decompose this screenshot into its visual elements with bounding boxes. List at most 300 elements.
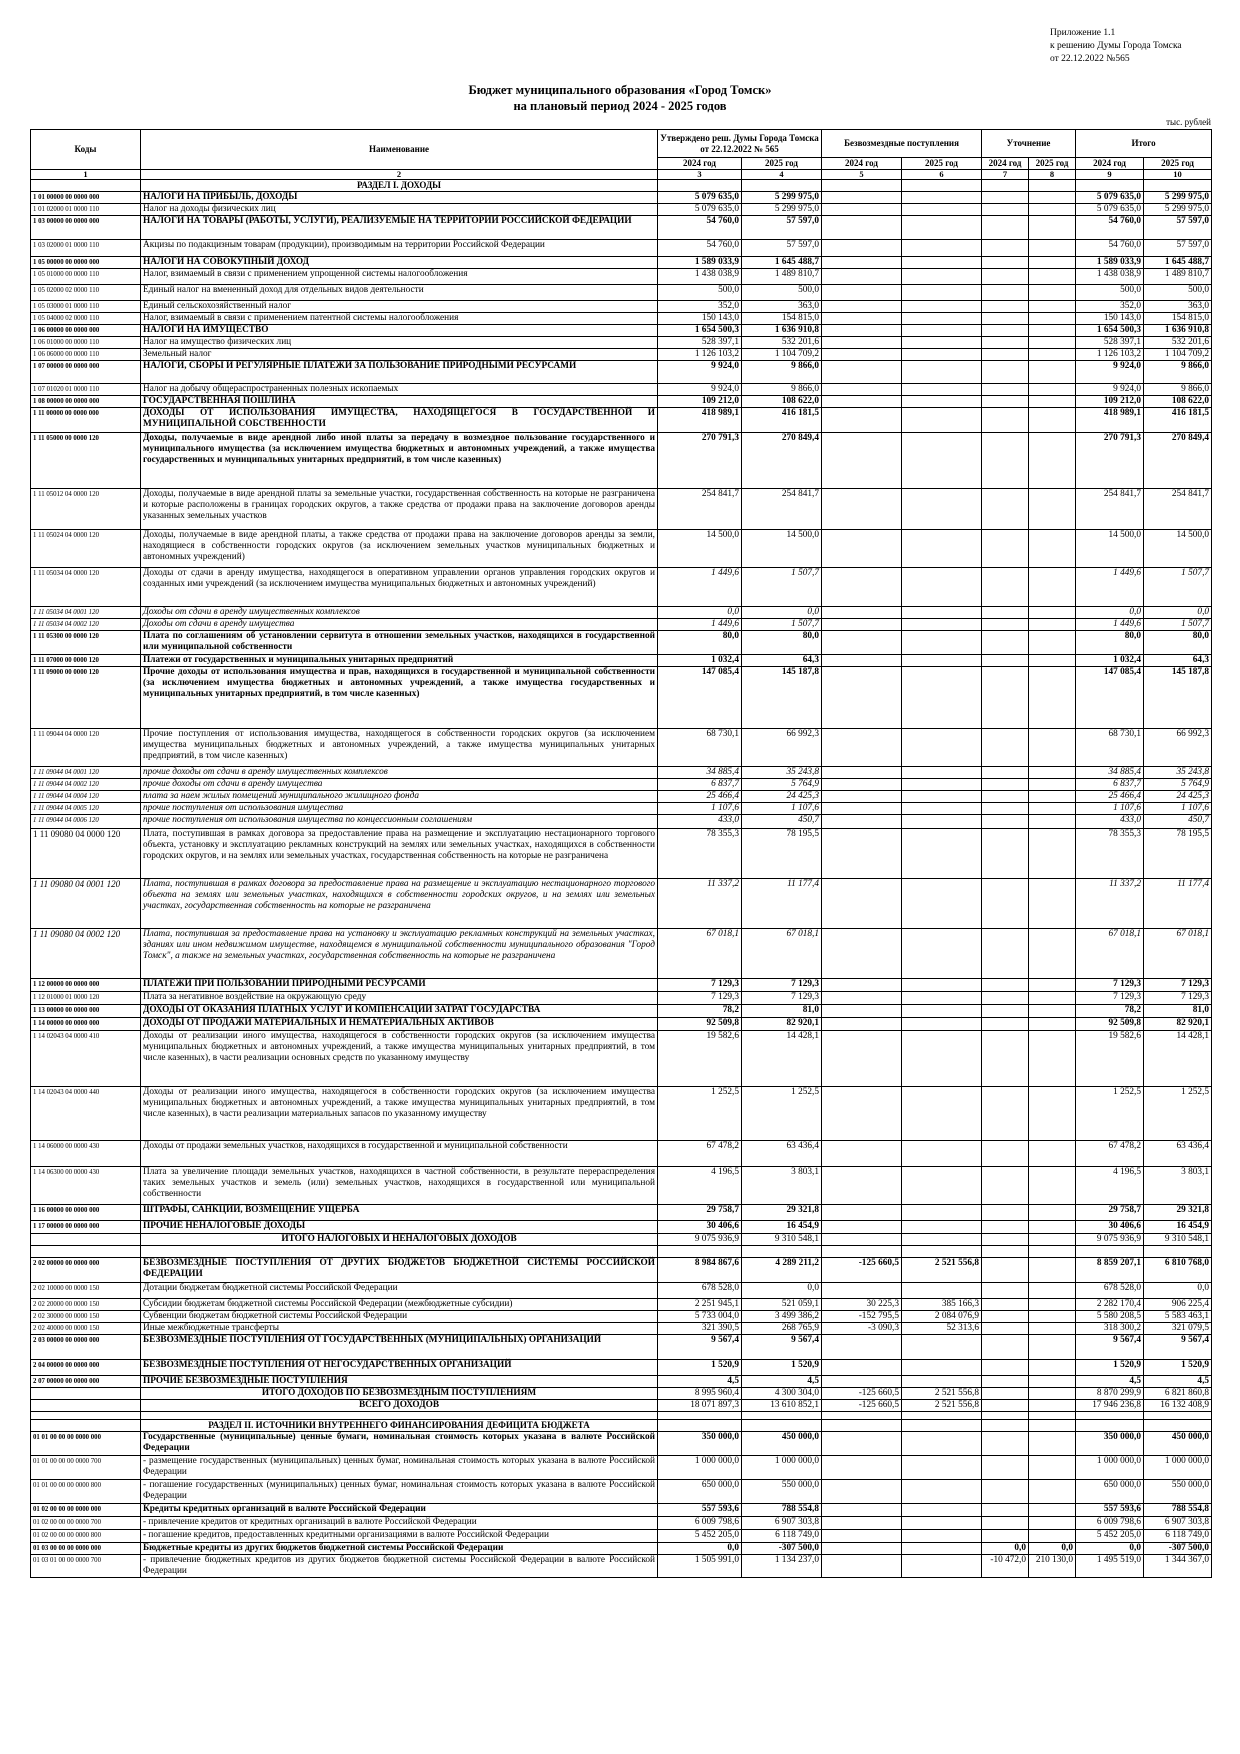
- value-cell: 5 733 004,0: [658, 1311, 742, 1323]
- value-cell: 1 449,6: [658, 568, 742, 607]
- name-cell: Единый налог на вмененный доход для отдельных видов деятельности: [141, 285, 658, 301]
- value-cell: 67 018,1: [1144, 929, 1212, 979]
- name-cell: Прочие доходы от использования имущества и прав, находящихся в государственной и муниципальной собственности (за исключением имущества бюджетных и автономных учреждений, а также имущества государственных и муниципальных унитарных предприятий, в том числе казенных): [141, 667, 658, 729]
- value-cell: [902, 829, 982, 879]
- code-cell: 1 11 05034 04 0000 120: [31, 568, 141, 607]
- code-cell: 1 07 01020 01 0000 110: [31, 384, 141, 396]
- value-cell: [982, 1400, 1029, 1412]
- name-cell: - погашение кредитов, предоставленных кредитными организациями в валюте Российской Федерации: [141, 1530, 658, 1543]
- value-cell: [822, 313, 902, 325]
- code-cell: 1 12 01000 01 0000 120: [31, 992, 141, 1005]
- value-cell: 1 520,9: [742, 1360, 822, 1376]
- column-number: 6: [902, 170, 982, 180]
- value-cell: [982, 1388, 1029, 1400]
- value-cell: -152 795,5: [822, 1311, 902, 1323]
- value-cell: 3 499 386,2: [742, 1311, 822, 1323]
- value-cell: [1029, 631, 1076, 655]
- name-cell: ДОХОДЫ ОТ ОКАЗАНИЯ ПЛАТНЫХ УСЛУГ И КОМПЕНСАЦИИ ЗАТРАТ ГОСУДАРСТВА: [141, 1005, 658, 1018]
- name-cell: плата за наем жилых помещений муниципального жилищного фонда: [141, 791, 658, 803]
- value-cell: 1 589 033,9: [1076, 257, 1144, 269]
- value-cell: [902, 361, 982, 384]
- value-cell: [822, 568, 902, 607]
- value-cell: [982, 1167, 1029, 1205]
- value-cell: 9 866,0: [1144, 361, 1212, 384]
- value-cell: [982, 313, 1029, 325]
- value-cell: 35 243,8: [742, 767, 822, 779]
- table-row: [31, 879, 1212, 929]
- value-cell: 8 984 867,6: [658, 1258, 742, 1283]
- value-cell: [822, 992, 902, 1005]
- code-cell: 1 11 09080 04 0001 120: [31, 879, 141, 929]
- section-title: РАЗДЕЛ I. ДОХОДЫ: [141, 180, 658, 192]
- section-title: РАЗДЕЛ II. ИСТОЧНИКИ ВНУТРЕННЕГО ФИНАНСИРОВАНИЯ ДЕФИЦИТА БЮДЖЕТА: [141, 1420, 658, 1432]
- value-cell: 29 758,7: [658, 1205, 742, 1221]
- value-cell: [1029, 779, 1076, 791]
- name-cell: ВСЕГО ДОХОДОВ: [141, 1400, 658, 1412]
- code-cell: 1 05 01000 00 0000 110: [31, 269, 141, 285]
- table-row: [31, 1031, 1212, 1087]
- value-cell: [982, 992, 1029, 1005]
- value-cell: 8 859 207,1: [1076, 1258, 1144, 1283]
- empty-cell: [902, 1412, 982, 1420]
- value-cell: [1029, 216, 1076, 240]
- value-cell: 7 129,3: [658, 992, 742, 1005]
- value-cell: [822, 729, 902, 767]
- value-cell: [982, 257, 1029, 269]
- value-cell: 254 841,7: [1144, 489, 1212, 530]
- table-row: [31, 530, 1212, 568]
- table-row: [31, 1530, 1212, 1543]
- value-cell: 67 478,2: [658, 1141, 742, 1167]
- table-row: [31, 1018, 1212, 1031]
- value-cell: 5 299 975,0: [1144, 204, 1212, 216]
- value-cell: [1029, 1480, 1076, 1504]
- name-cell: ДОХОДЫ ОТ ИСПОЛЬЗОВАНИЯ ИМУЩЕСТВА, НАХОДЯЩЕГОСЯ В ГОСУДАРСТВЕННОЙ И МУНИЦИПАЛЬНОЙ СОБСТВЕННОСТИ: [141, 408, 658, 433]
- table-row: [31, 1335, 1212, 1360]
- value-cell: [982, 325, 1029, 337]
- value-cell: [902, 729, 982, 767]
- table-row: [31, 992, 1212, 1005]
- table-row: [31, 791, 1212, 803]
- value-cell: [982, 337, 1029, 349]
- value-cell: [982, 815, 1029, 829]
- table-row: [31, 631, 1212, 655]
- value-cell: [902, 1504, 982, 1517]
- value-cell: [982, 1258, 1029, 1283]
- empty-cell: [658, 1412, 742, 1420]
- value-cell: [982, 631, 1029, 655]
- table-row: [31, 408, 1212, 433]
- value-cell: [1029, 1400, 1076, 1412]
- value-cell: 68 730,1: [658, 729, 742, 767]
- value-cell: [1029, 979, 1076, 992]
- code-cell: 1 01 02000 01 0000 110: [31, 204, 141, 216]
- section-row: [31, 180, 1212, 192]
- name-cell: Налог на доходы физических лиц: [141, 204, 658, 216]
- value-cell: 1 495 519,0: [1076, 1555, 1144, 1578]
- value-cell: 254 841,7: [658, 489, 742, 530]
- value-cell: 78 195,5: [1144, 829, 1212, 879]
- value-cell: 2 521 556,8: [902, 1258, 982, 1283]
- name-cell: БЕЗВОЗМЕЗДНЫЕ ПОСТУПЛЕНИЯ ОТ НЕГОСУДАРСТВЕННЫХ ОРГАНИЗАЦИЙ: [141, 1360, 658, 1376]
- code-cell: 1 12 00000 00 0000 000: [31, 979, 141, 992]
- value-cell: [822, 829, 902, 879]
- table-row: [31, 729, 1212, 767]
- value-cell: [1029, 361, 1076, 384]
- value-cell: [822, 1335, 902, 1360]
- code-cell: 1 06 00000 00 0000 000: [31, 325, 141, 337]
- name-cell: Доходы от сдачи в аренду имущества, находящегося в оперативном управлении органов управления городских округов и созданных ими учреждений (за исключением имущества муниципальных бюджетных и автономных учреждений): [141, 568, 658, 607]
- value-cell: 78 355,3: [1076, 829, 1144, 879]
- value-cell: [982, 1031, 1029, 1087]
- value-cell: [902, 655, 982, 667]
- name-cell: Иные межбюджетные трансферты: [141, 1323, 658, 1335]
- value-cell: [982, 979, 1029, 992]
- value-cell: [822, 1167, 902, 1205]
- empty-cell: [1029, 1420, 1076, 1432]
- table-row: [31, 240, 1212, 257]
- value-cell: 363,0: [742, 301, 822, 313]
- header-approved: Утверждено реш. Думы Города Томска от 22.12.2022 № 565: [658, 130, 822, 158]
- value-cell: 0,0: [1144, 1283, 1212, 1299]
- value-cell: 14 428,1: [742, 1031, 822, 1087]
- value-cell: [1029, 1323, 1076, 1335]
- value-cell: 352,0: [1076, 301, 1144, 313]
- value-cell: [822, 1376, 902, 1388]
- value-cell: 24 425,3: [742, 791, 822, 803]
- value-cell: 9 866,0: [742, 384, 822, 396]
- value-cell: [1029, 1167, 1076, 1205]
- value-cell: [1029, 1432, 1076, 1456]
- code-cell: 1 06 06000 00 0000 110: [31, 349, 141, 361]
- value-cell: [982, 1480, 1029, 1504]
- code-cell: 1 11 09044 04 0001 120: [31, 767, 141, 779]
- value-cell: [982, 1234, 1029, 1246]
- value-cell: 54 760,0: [658, 240, 742, 257]
- value-cell: [822, 1205, 902, 1221]
- value-cell: [982, 1530, 1029, 1543]
- table-row: [31, 607, 1212, 619]
- value-cell: 1 489 810,7: [742, 269, 822, 285]
- total-row: [31, 1234, 1212, 1246]
- value-cell: [902, 803, 982, 815]
- code-cell: 1 11 00000 00 0000 000: [31, 408, 141, 433]
- code-cell: 1 11 09044 04 0004 120: [31, 791, 141, 803]
- value-cell: 1 589 033,9: [658, 257, 742, 269]
- value-cell: [1029, 1456, 1076, 1480]
- empty-cell: [742, 1420, 822, 1432]
- appendix-line: от 22.12.2022 №565: [1050, 54, 1130, 64]
- header-year: 2024 год: [822, 158, 902, 170]
- value-cell: 108 622,0: [1144, 396, 1212, 408]
- value-cell: 6 009 798,6: [658, 1517, 742, 1530]
- value-cell: 63 436,4: [742, 1141, 822, 1167]
- value-cell: 1 449,6: [1076, 568, 1144, 607]
- header-refinement: Уточнение: [982, 130, 1076, 158]
- value-cell: 254 841,7: [1076, 489, 1144, 530]
- value-cell: 1 107,6: [1076, 803, 1144, 815]
- value-cell: [902, 667, 982, 729]
- empty-cell: [902, 1246, 982, 1258]
- name-cell: БЕЗВОЗМЕЗДНЫЕ ПОСТУПЛЕНИЯ ОТ ДРУГИХ БЮДЖЕТОВ БЮДЖЕТНОЙ СИСТЕМЫ РОССИЙСКОЙ ФЕДЕРАЦИИ: [141, 1258, 658, 1283]
- value-cell: [1029, 489, 1076, 530]
- code-cell: 2 02 20000 00 0000 150: [31, 1299, 141, 1311]
- value-cell: 68 730,1: [1076, 729, 1144, 767]
- value-cell: 1 032,4: [1076, 655, 1144, 667]
- column-number: 1: [31, 170, 141, 180]
- value-cell: 500,0: [742, 285, 822, 301]
- value-cell: 270 849,4: [1144, 433, 1212, 489]
- value-cell: [1029, 1311, 1076, 1323]
- value-cell: [1029, 1005, 1076, 1018]
- value-cell: [902, 257, 982, 269]
- value-cell: [822, 408, 902, 433]
- value-cell: 5 299 975,0: [1144, 192, 1212, 204]
- value-cell: 5 299 975,0: [742, 192, 822, 204]
- value-cell: 34 885,4: [658, 767, 742, 779]
- value-cell: [902, 1432, 982, 1456]
- value-cell: 3 803,1: [1144, 1167, 1212, 1205]
- value-cell: [1029, 879, 1076, 929]
- value-cell: 19 582,6: [658, 1031, 742, 1087]
- value-cell: [982, 779, 1029, 791]
- value-cell: 1 520,9: [1076, 1360, 1144, 1376]
- value-cell: 7 129,3: [1144, 979, 1212, 992]
- value-cell: [902, 619, 982, 631]
- value-cell: [822, 204, 902, 216]
- value-cell: 418 989,1: [1076, 408, 1144, 433]
- value-cell: 9 567,4: [1144, 1335, 1212, 1360]
- value-cell: 0,0: [658, 1543, 742, 1555]
- value-cell: 532 201,6: [742, 337, 822, 349]
- value-cell: 67 018,1: [1076, 929, 1144, 979]
- value-cell: 2 521 556,8: [902, 1388, 982, 1400]
- value-cell: 2 251 945,1: [658, 1299, 742, 1311]
- name-cell: Налог на имущество физических лиц: [141, 337, 658, 349]
- value-cell: 2 084 076,9: [902, 1311, 982, 1323]
- value-cell: 270 791,3: [1076, 433, 1144, 489]
- value-cell: [902, 767, 982, 779]
- value-cell: [822, 216, 902, 240]
- value-cell: [982, 767, 1029, 779]
- value-cell: 9 075 936,9: [658, 1234, 742, 1246]
- name-cell: - погашение государственных (муниципальных) ценных бумаг, номинальная стоимость которых указана в валюте Российской Федерации: [141, 1480, 658, 1504]
- value-cell: [982, 607, 1029, 619]
- code-cell: 1 14 02043 04 0000 410: [31, 1031, 141, 1087]
- name-cell: ДОХОДЫ ОТ ПРОДАЖИ МАТЕРИАЛЬНЫХ И НЕМАТЕРИАЛЬНЫХ АКТИВОВ: [141, 1018, 658, 1031]
- value-cell: [822, 1018, 902, 1031]
- value-cell: [1029, 803, 1076, 815]
- name-cell: Бюджетные кредиты из других бюджетов бюджетной системы Российской Федерации: [141, 1543, 658, 1555]
- value-cell: 1 126 103,2: [1076, 349, 1144, 361]
- value-cell: [902, 1087, 982, 1141]
- value-cell: 25 466,4: [658, 791, 742, 803]
- empty-cell: [658, 1420, 742, 1432]
- value-cell: [822, 433, 902, 489]
- value-cell: [1029, 1283, 1076, 1299]
- code-cell: 2 02 00000 00 0000 000: [31, 1258, 141, 1283]
- value-cell: 11 337,2: [1076, 879, 1144, 929]
- value-cell: [822, 349, 902, 361]
- value-cell: 1 344 367,0: [1144, 1555, 1212, 1578]
- value-cell: [902, 396, 982, 408]
- code-cell: 01 03 00 00 00 0000 000: [31, 1543, 141, 1555]
- value-cell: 29 758,7: [1076, 1205, 1144, 1221]
- table-row: [31, 1376, 1212, 1388]
- value-cell: 4 289 211,2: [742, 1258, 822, 1283]
- value-cell: 7 129,3: [742, 979, 822, 992]
- value-cell: [1029, 607, 1076, 619]
- value-cell: 52 313,6: [902, 1323, 982, 1335]
- value-cell: 1 654 500,3: [658, 325, 742, 337]
- table-row: [31, 1480, 1212, 1504]
- empty-cell: [822, 1420, 902, 1432]
- value-cell: 6 009 798,6: [1076, 1517, 1144, 1530]
- value-cell: [822, 1005, 902, 1018]
- empty-cell: [1029, 180, 1076, 192]
- code-cell: 1 08 00000 00 0000 000: [31, 396, 141, 408]
- value-cell: 450,7: [742, 815, 822, 829]
- table-row: [31, 1167, 1212, 1205]
- value-cell: 25 466,4: [1076, 791, 1144, 803]
- value-cell: 1 507,7: [742, 619, 822, 631]
- value-cell: 109 212,0: [658, 396, 742, 408]
- name-cell: Налог, взимаемый в связи с применением патентной системы налогообложения: [141, 313, 658, 325]
- table-row: [31, 1087, 1212, 1141]
- value-cell: -307 500,0: [742, 1543, 822, 1555]
- value-cell: 550 000,0: [1144, 1480, 1212, 1504]
- value-cell: [1029, 1087, 1076, 1141]
- value-cell: 0,0: [742, 1283, 822, 1299]
- column-number: 4: [742, 170, 822, 180]
- value-cell: 9 567,4: [1076, 1335, 1144, 1360]
- value-cell: [982, 1517, 1029, 1530]
- value-cell: 5 580 208,5: [1076, 1311, 1144, 1323]
- value-cell: 67 478,2: [1076, 1141, 1144, 1167]
- name-cell: прочие доходы от сдачи в аренду имущества: [141, 779, 658, 791]
- name-cell: Плата по соглашениям об установлении сервитута в отношении земельных участков, находящихся в государственной или муниципальной собственности: [141, 631, 658, 655]
- code-cell: 1 05 00000 00 0000 000: [31, 257, 141, 269]
- value-cell: 0,0: [1144, 607, 1212, 619]
- value-cell: 150 143,0: [658, 313, 742, 325]
- table-row: [31, 216, 1212, 240]
- value-cell: 80,0: [658, 631, 742, 655]
- value-cell: 270 849,4: [742, 433, 822, 489]
- value-cell: 9 924,0: [658, 361, 742, 384]
- value-cell: 1 252,5: [658, 1087, 742, 1141]
- value-cell: [902, 631, 982, 655]
- value-cell: [982, 929, 1029, 979]
- value-cell: 4 196,5: [658, 1167, 742, 1205]
- value-cell: 92 509,8: [1076, 1018, 1144, 1031]
- value-cell: 30 406,6: [658, 1221, 742, 1234]
- header-total: Итого: [1076, 130, 1212, 158]
- value-cell: [902, 929, 982, 979]
- value-cell: [982, 1283, 1029, 1299]
- value-cell: [822, 1283, 902, 1299]
- value-cell: [902, 1283, 982, 1299]
- total-row: [31, 1400, 1212, 1412]
- empty-cell: [822, 1246, 902, 1258]
- code-cell: 01 02 00 00 00 0000 000: [31, 1504, 141, 1517]
- value-cell: [1029, 530, 1076, 568]
- value-cell: 154 815,0: [742, 313, 822, 325]
- value-cell: 80,0: [1144, 631, 1212, 655]
- value-cell: -10 472,0: [982, 1555, 1029, 1578]
- value-cell: [822, 1432, 902, 1456]
- value-cell: 500,0: [658, 285, 742, 301]
- value-cell: 450,7: [1144, 815, 1212, 829]
- name-cell: ГОСУДАРСТВЕННАЯ ПОШЛИНА: [141, 396, 658, 408]
- value-cell: 81,0: [742, 1005, 822, 1018]
- name-cell: НАЛОГИ НА ИМУЩЕСТВО: [141, 325, 658, 337]
- value-cell: 1 645 488,7: [1144, 257, 1212, 269]
- table-row: [31, 313, 1212, 325]
- value-cell: [822, 1530, 902, 1543]
- value-cell: [902, 607, 982, 619]
- value-cell: 30 225,3: [822, 1299, 902, 1311]
- value-cell: [822, 384, 902, 396]
- value-cell: 34 885,4: [1076, 767, 1144, 779]
- value-cell: [902, 337, 982, 349]
- value-cell: [1029, 349, 1076, 361]
- code-cell: [31, 1234, 141, 1246]
- value-cell: 1 654 500,3: [1076, 325, 1144, 337]
- empty-cell: [31, 1246, 141, 1258]
- value-cell: 532 201,6: [1144, 337, 1212, 349]
- value-cell: 78 195,5: [742, 829, 822, 879]
- name-cell: прочие поступления от использования имущества: [141, 803, 658, 815]
- code-cell: 1 11 05000 00 0000 120: [31, 433, 141, 489]
- value-cell: [822, 779, 902, 791]
- value-cell: 82 920,1: [1144, 1018, 1212, 1031]
- value-cell: 9 310 548,1: [742, 1234, 822, 1246]
- value-cell: [1029, 992, 1076, 1005]
- value-cell: [982, 879, 1029, 929]
- value-cell: [982, 1018, 1029, 1031]
- empty-cell: [742, 1412, 822, 1420]
- value-cell: [982, 269, 1029, 285]
- empty-cell: [1144, 1420, 1212, 1432]
- value-cell: 1 505 991,0: [658, 1555, 742, 1578]
- value-cell: [822, 1517, 902, 1530]
- value-cell: [982, 729, 1029, 767]
- table-row: [31, 619, 1212, 631]
- code-cell: 2 02 30000 00 0000 150: [31, 1311, 141, 1323]
- name-cell: Доходы от сдачи в аренду имущества: [141, 619, 658, 631]
- value-cell: 1 107,6: [1144, 803, 1212, 815]
- value-cell: [822, 240, 902, 257]
- table-row: [31, 1456, 1212, 1480]
- name-cell: ШТРАФЫ, САНКЦИИ, ВОЗМЕЩЕНИЕ УЩЕРБА: [141, 1205, 658, 1221]
- code-cell: 1 16 00000 00 0000 000: [31, 1205, 141, 1221]
- name-cell: ИТОГО НАЛОГОВЫХ И НЕНАЛОГОВЫХ ДОХОДОВ: [141, 1234, 658, 1246]
- name-cell: ПЛАТЕЖИ ПРИ ПОЛЬЗОВАНИИ ПРИРОДНЫМИ РЕСУРСАМИ: [141, 979, 658, 992]
- code-cell: 1 11 09044 04 0002 120: [31, 779, 141, 791]
- value-cell: 9 866,0: [1144, 384, 1212, 396]
- value-cell: [902, 489, 982, 530]
- empty-cell: [658, 180, 742, 192]
- value-cell: 550 000,0: [742, 1480, 822, 1504]
- value-cell: [982, 489, 1029, 530]
- value-cell: [982, 1335, 1029, 1360]
- value-cell: 57 597,0: [1144, 216, 1212, 240]
- value-cell: 500,0: [1076, 285, 1144, 301]
- value-cell: [1029, 204, 1076, 216]
- code-cell: 1 14 02043 04 0000 440: [31, 1087, 141, 1141]
- value-cell: 321 390,5: [658, 1323, 742, 1335]
- value-cell: 9 310 548,1: [1144, 1234, 1212, 1246]
